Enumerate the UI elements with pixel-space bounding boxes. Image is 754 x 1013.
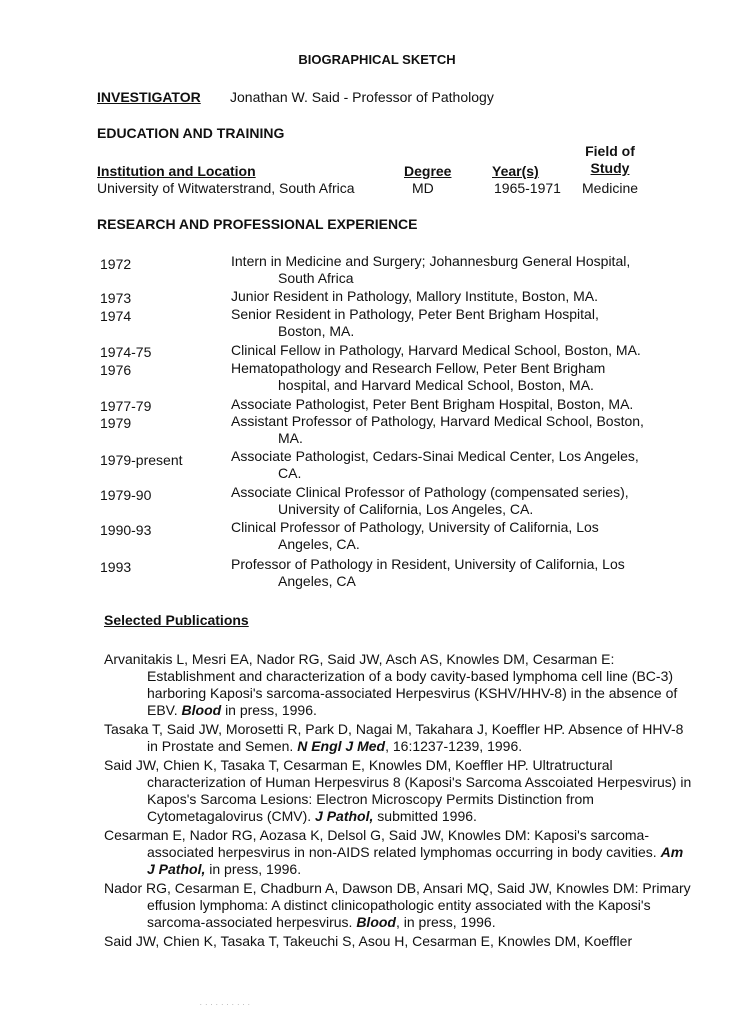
publications-heading: Selected Publications <box>104 612 249 628</box>
education-field: Medicine <box>582 180 639 196</box>
publications-list <box>104 651 694 952</box>
experience-line-cont: Boston, MA. <box>278 323 355 339</box>
experience-line: Assistant Professor of Pathology, Harvard Medical School, Boston, <box>231 413 644 429</box>
page-title: BIOGRAPHICAL SKETCH <box>298 52 456 67</box>
publication-item: Said JW, Chien K, Tasaka T, Takeuchi S, Asou H, Cesarman E, Knowles DM, Koeffler <box>104 933 633 949</box>
institution-header: Institution and Location <box>97 163 256 179</box>
experience-line: Associate Clinical Professor of Pathology (compensated series), <box>231 484 629 500</box>
publication-journal: Blood <box>356 914 396 930</box>
experience-line: Associate Pathologist, Peter Bent Brigham Hospital, Boston, MA. <box>231 396 634 412</box>
experience-line: Senior Resident in Pathology, Peter Bent Brigham Hospital, <box>231 306 599 322</box>
experience-year: 1973 <box>100 290 132 306</box>
experience-line-cont: Angeles, CA <box>278 573 356 589</box>
experience-line: Professor of Pathology in Resident, University of California, Los <box>231 556 625 572</box>
experience-description <box>231 484 681 518</box>
publication-item: Arvanitakis L, Mesri EA, Nador RG, Said JW, Asch AS, Knowles DM, Cesarman E: Establishment and characterization of a body cavity-based lymphoma cell line (BC-3) harboring Kaposi's sarcoma-associated Herpesvirus (KSHV/HHV-8) in the absence of EBV. Blood in press, 1996. <box>104 651 678 718</box>
experience-line: Associate Pathologist, Cedars-Sinai Medical Center, Los Angeles, <box>231 448 639 464</box>
experience-line-cont: University of California, Los Angeles, CA. <box>278 501 534 517</box>
experience-line-cont: MA. <box>278 430 303 446</box>
education-institution: University of Witwaterstrand, South Africa <box>97 180 355 196</box>
education-degree: MD <box>412 180 434 196</box>
experience-line: Clinical Fellow in Pathology, Harvard Medical School, Boston, MA. <box>231 342 641 358</box>
experience-line: Hematopathology and Research Fellow, Peter Bent Brigham <box>231 360 606 376</box>
investigator-label: INVESTIGATOR <box>97 89 201 105</box>
experience-description <box>231 360 681 394</box>
scan-artifact: . . . . . . . . . . <box>200 1001 251 1007</box>
experience-year: 1974-75 <box>100 344 152 360</box>
experience-description <box>231 448 681 482</box>
experience-line-cont: South Africa <box>278 270 354 286</box>
experience-description <box>231 413 681 447</box>
experience-year: 1990-93 <box>100 522 152 538</box>
experience-description <box>231 342 681 359</box>
experience-description <box>231 519 681 553</box>
publication-journal: J Pathol, <box>315 808 374 824</box>
field-header-top: Field of <box>585 143 635 159</box>
experience-description <box>231 288 681 305</box>
experience-description <box>231 556 681 590</box>
publication-journal: Am J Pathol, <box>147 844 684 877</box>
experience-year: 1972 <box>100 256 132 272</box>
experience-heading: RESEARCH AND PROFESSIONAL EXPERIENCE <box>97 216 418 232</box>
field-header-bottom: Study <box>590 160 630 176</box>
experience-year: 1979-present <box>100 452 183 468</box>
experience-line-cont: hospital, and Harvard Medical School, Boston, MA. <box>278 377 594 393</box>
experience-line: Intern in Medicine and Surgery; Johannesburg General Hospital, <box>231 253 631 269</box>
publication-item: Said JW, Chien K, Tasaka T, Cesarman E, Knowles DM, Koeffler HP. Ultratructural characterization of Human Herpesvirus 8 (Kaposi's Sarcoma Asscoiated Herpesvirus) in Kapos's Sarcoma Lesions: Electron Microscopy Permits Distinction from Cytometagalovirus (CMV). J Pathol, submitted 1996. <box>104 757 692 824</box>
experience-line-cont: Angeles, CA. <box>278 536 360 552</box>
publication-journal: N Engl J Med <box>297 738 386 754</box>
experience-line: Clinical Professor of Pathology, University of California, Los <box>231 519 599 535</box>
education-years: 1965-1971 <box>494 180 561 196</box>
experience-year: 1976 <box>100 362 132 378</box>
experience-description <box>231 306 681 340</box>
experience-year: 1974 <box>100 308 132 324</box>
experience-description <box>231 253 681 287</box>
education-heading: EDUCATION AND TRAINING <box>97 125 285 141</box>
experience-line-cont: CA. <box>278 465 302 481</box>
experience-year: 1993 <box>100 559 132 575</box>
experience-line: Junior Resident in Pathology, Mallory Institute, Boston, MA. <box>231 288 599 304</box>
years-header: Year(s) <box>492 163 539 179</box>
publication-journal: Blood <box>181 702 222 718</box>
publication-item: Nador RG, Cesarman E, Chadburn A, Dawson DB, Ansari MQ, Said JW, Knowles DM: Primary effusion lymphoma: A distinct clinicopathologic entity associated with the Kaposi's sarcoma-associated herpesvirus. Blood, in press, 1996. <box>104 880 691 930</box>
experience-year: 1977-79 <box>100 398 152 414</box>
publication-item: Tasaka T, Said JW, Morosetti R, Park D, Nagai M, Takahara J, Koeffler HP. Absence of HHV-8 in Prostate and Semen. N Engl J Med, 16:1237-1239, 1996. <box>104 721 684 754</box>
experience-year: 1979-90 <box>100 487 152 503</box>
experience-year: 1979 <box>100 415 132 431</box>
degree-header: Degree <box>404 163 452 179</box>
investigator-value: Jonathan W. Said - Professor of Pathology <box>230 89 494 105</box>
publication-item: Cesarman E, Nador RG, Aozasa K, Delsol G, Said JW, Knowles DM: Kaposi's sarcoma-associated herpesvirus in non-AIDS related lymphomas occurring in body cavities. Am J Pathol, in press, 1996. <box>104 827 684 877</box>
experience-description <box>231 396 681 413</box>
